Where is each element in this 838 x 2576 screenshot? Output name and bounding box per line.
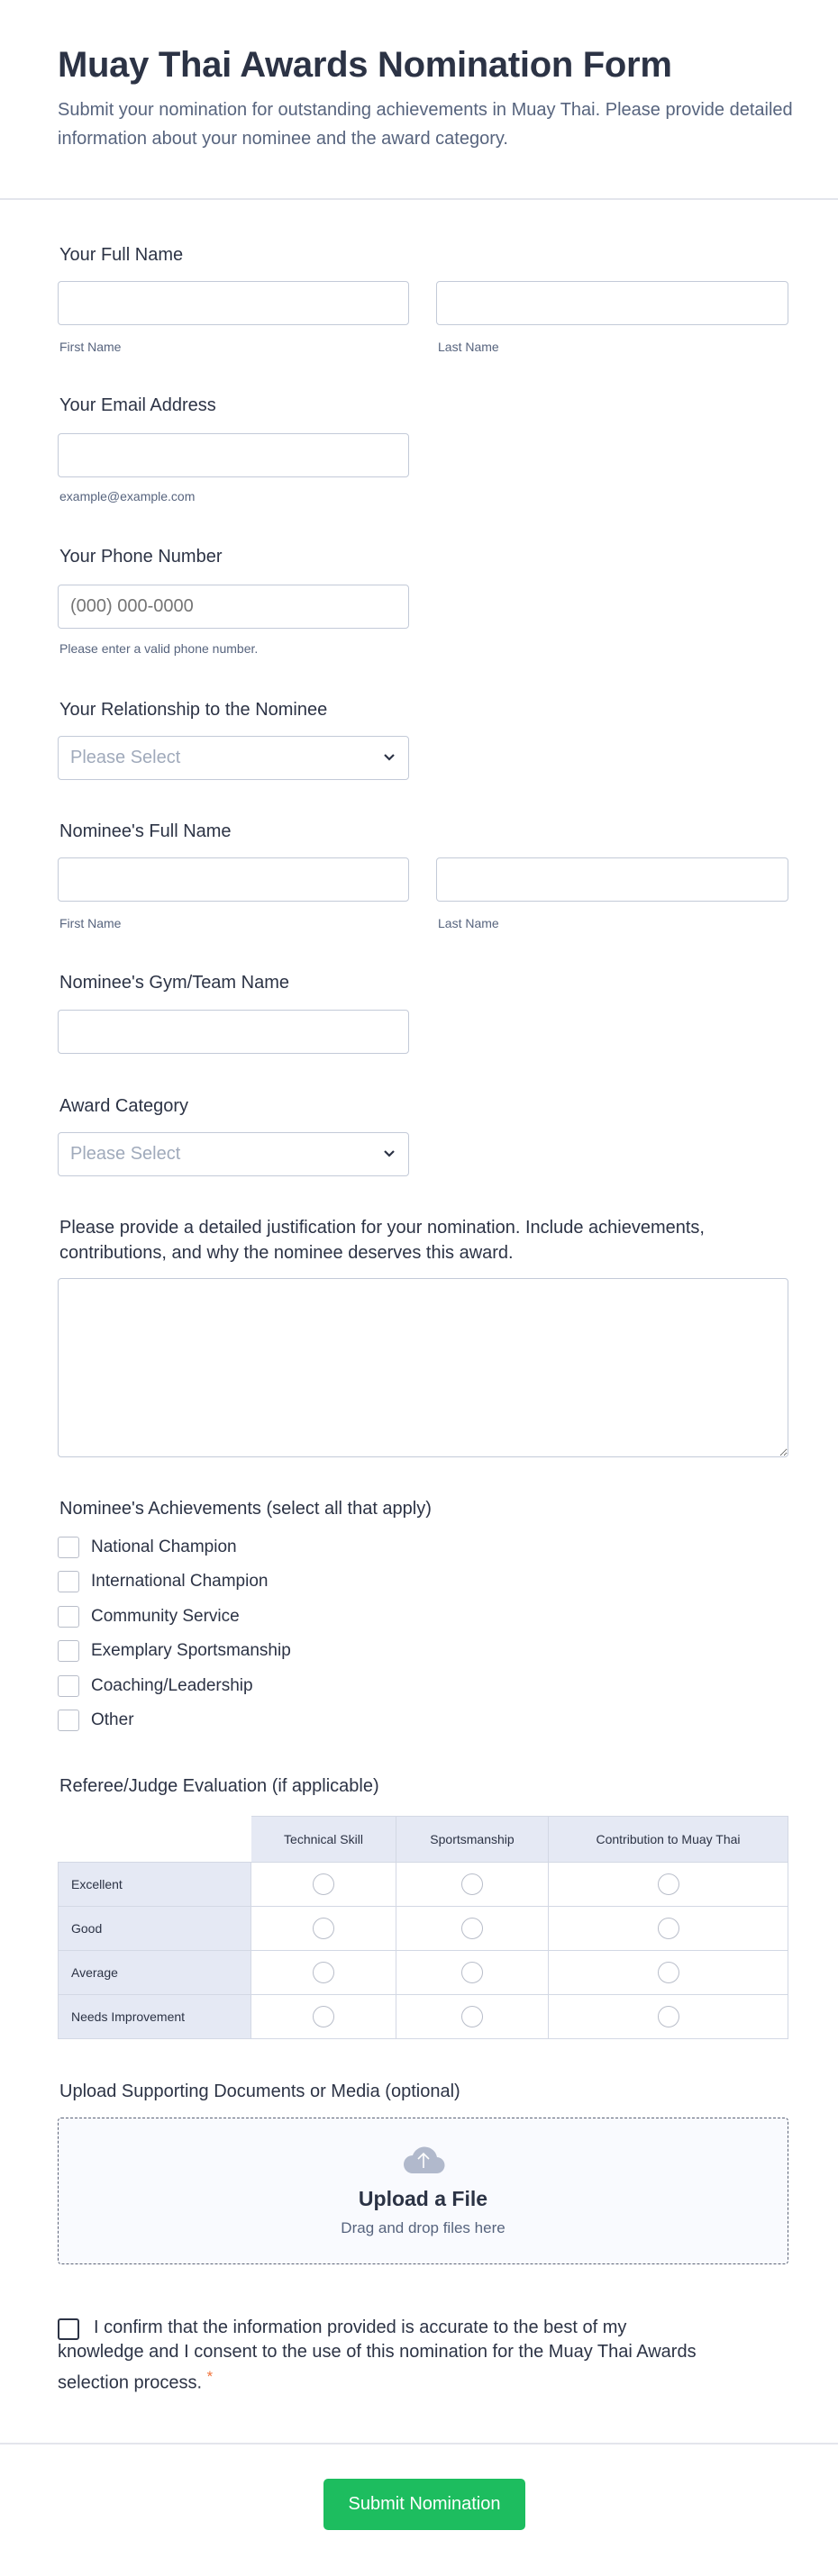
footer-divider	[0, 2443, 838, 2444]
matrix-row	[58, 1951, 788, 1995]
matrix-radio[interactable]	[313, 1962, 334, 1983]
consent-label	[58, 2316, 706, 2396]
nominee-name-label: Nominee's Full Name	[59, 821, 232, 841]
header-divider	[0, 198, 838, 200]
gym-label: Nominee's Gym/Team Name	[59, 973, 289, 993]
nominee-first-name-input[interactable]	[58, 857, 409, 902]
last-name-input[interactable]	[436, 281, 788, 325]
email-label: Your Email Address	[59, 395, 216, 415]
upload-title: Upload a File	[358, 2187, 488, 2210]
matrix-radio[interactable]	[658, 1962, 679, 1983]
award-category-select[interactable]	[58, 1132, 409, 1176]
achievement-checkbox[interactable]	[58, 1537, 79, 1558]
nominee-last-sublabel: Last Name	[438, 916, 499, 930]
email-input[interactable]	[58, 433, 409, 477]
last-name-sublabel: Last Name	[438, 340, 499, 354]
phone-label: Your Phone Number	[59, 547, 223, 567]
matrix-row-label: Average	[58, 1951, 251, 1995]
phone-helper: Please enter a valid phone number.	[59, 641, 259, 656]
matrix-cell	[251, 1995, 396, 2039]
nominee-first-sublabel: First Name	[59, 916, 122, 930]
achievement-checkbox[interactable]	[58, 1710, 79, 1731]
matrix-radio[interactable]	[658, 1873, 679, 1895]
matrix-cell	[396, 1907, 549, 1951]
page-description: Submit your nomination for outstanding achievements in Muay Thai. Please provide detailed information about your nominee and the award category.	[58, 100, 793, 149]
achievement-option-label: Community Service	[91, 1606, 240, 1626]
matrix-column-header: Sportsmanship	[396, 1816, 549, 1863]
relationship-label: Your Relationship to the Nominee	[59, 700, 328, 720]
matrix-cell	[549, 1863, 788, 1907]
matrix-cell	[549, 1951, 788, 1995]
upload-hint: Drag and drop files here	[341, 2219, 506, 2236]
matrix-radio[interactable]	[461, 1918, 483, 1939]
matrix-radio[interactable]	[461, 2006, 483, 2027]
required-asterisk: *	[206, 2368, 214, 2385]
matrix-cell	[549, 1907, 788, 1951]
matrix-cell	[251, 1907, 396, 1951]
matrix-column-header: Technical Skill	[251, 1816, 396, 1863]
achievement-option-label: Exemplary Sportsmanship	[91, 1641, 291, 1661]
upload-label: Upload Supporting Documents or Media (optional)	[59, 2082, 460, 2101]
achievement-option-label: International Champion	[91, 1572, 269, 1592]
achievements-label: Nominee's Achievements (select all that apply)	[59, 1499, 432, 1519]
matrix-cell	[396, 1951, 549, 1995]
first-name-input[interactable]	[58, 281, 409, 325]
award-category-label: Award Category	[59, 1096, 189, 1116]
matrix-radio[interactable]	[313, 1873, 334, 1895]
matrix-corner	[58, 1816, 251, 1863]
matrix-cell	[251, 1863, 396, 1907]
matrix-row	[58, 1863, 788, 1907]
matrix-radio[interactable]	[658, 2006, 679, 2027]
matrix-radio[interactable]	[461, 1962, 483, 1983]
email-helper: example@example.com	[59, 489, 196, 503]
evaluation-matrix	[58, 1816, 788, 2039]
matrix-row	[58, 1907, 788, 1951]
file-upload-dropzone[interactable]	[58, 2118, 788, 2264]
relationship-value: Please Select	[70, 748, 181, 767]
achievement-option-label: Coaching/Leadership	[91, 1675, 253, 1695]
nominee-last-name-input[interactable]	[436, 857, 788, 902]
page-title: Muay Thai Awards Nomination Form	[58, 45, 672, 85]
achievement-checkbox[interactable]	[58, 1606, 79, 1628]
evaluation-label: Referee/Judge Evaluation (if applicable)	[59, 1776, 379, 1796]
achievement-checkbox[interactable]	[58, 1675, 79, 1697]
chevron-down-icon	[381, 749, 397, 766]
matrix-radio[interactable]	[658, 1918, 679, 1939]
submit-nomination-button[interactable]: Submit Nomination	[323, 2479, 525, 2530]
award-category-value: Please Select	[70, 1144, 181, 1164]
matrix-cell	[396, 1863, 549, 1907]
matrix-column-header: Contribution to Muay Thai	[549, 1816, 788, 1863]
matrix-cell	[396, 1995, 549, 2039]
achievement-option-label: National Champion	[91, 1537, 237, 1556]
matrix-radio[interactable]	[313, 1918, 334, 1939]
phone-input[interactable]	[58, 585, 409, 629]
justification-textarea[interactable]	[58, 1278, 788, 1457]
chevron-down-icon	[381, 1146, 397, 1162]
matrix-row-label: Excellent	[58, 1863, 251, 1907]
achievement-checkbox[interactable]	[58, 1571, 79, 1592]
matrix-row-label: Needs Improvement	[58, 1995, 251, 2039]
relationship-select[interactable]	[58, 736, 409, 780]
matrix-row	[58, 1995, 788, 2039]
matrix-row-label: Good	[58, 1907, 251, 1951]
achievement-checkbox[interactable]	[58, 1640, 79, 1662]
matrix-cell	[549, 1995, 788, 2039]
consent-text: I confirm that the information provided is accurate to the best of my knowledge and I consent to the use of this nomination for the Muay Thai Awards selection process.	[58, 2317, 697, 2393]
cloud-upload-icon	[402, 2144, 445, 2174]
achievement-option-label: Other	[91, 1710, 134, 1729]
matrix-cell	[251, 1951, 396, 1995]
matrix-radio[interactable]	[313, 2006, 334, 2027]
first-name-sublabel: First Name	[59, 340, 122, 354]
matrix-radio[interactable]	[461, 1873, 483, 1895]
full-name-label: Your Full Name	[59, 245, 184, 265]
justification-label: Please provide a detailed justification for your nomination. Include achievements, contributions, and why the nominee deserves this award.	[59, 1218, 705, 1263]
gym-input[interactable]	[58, 1010, 409, 1054]
